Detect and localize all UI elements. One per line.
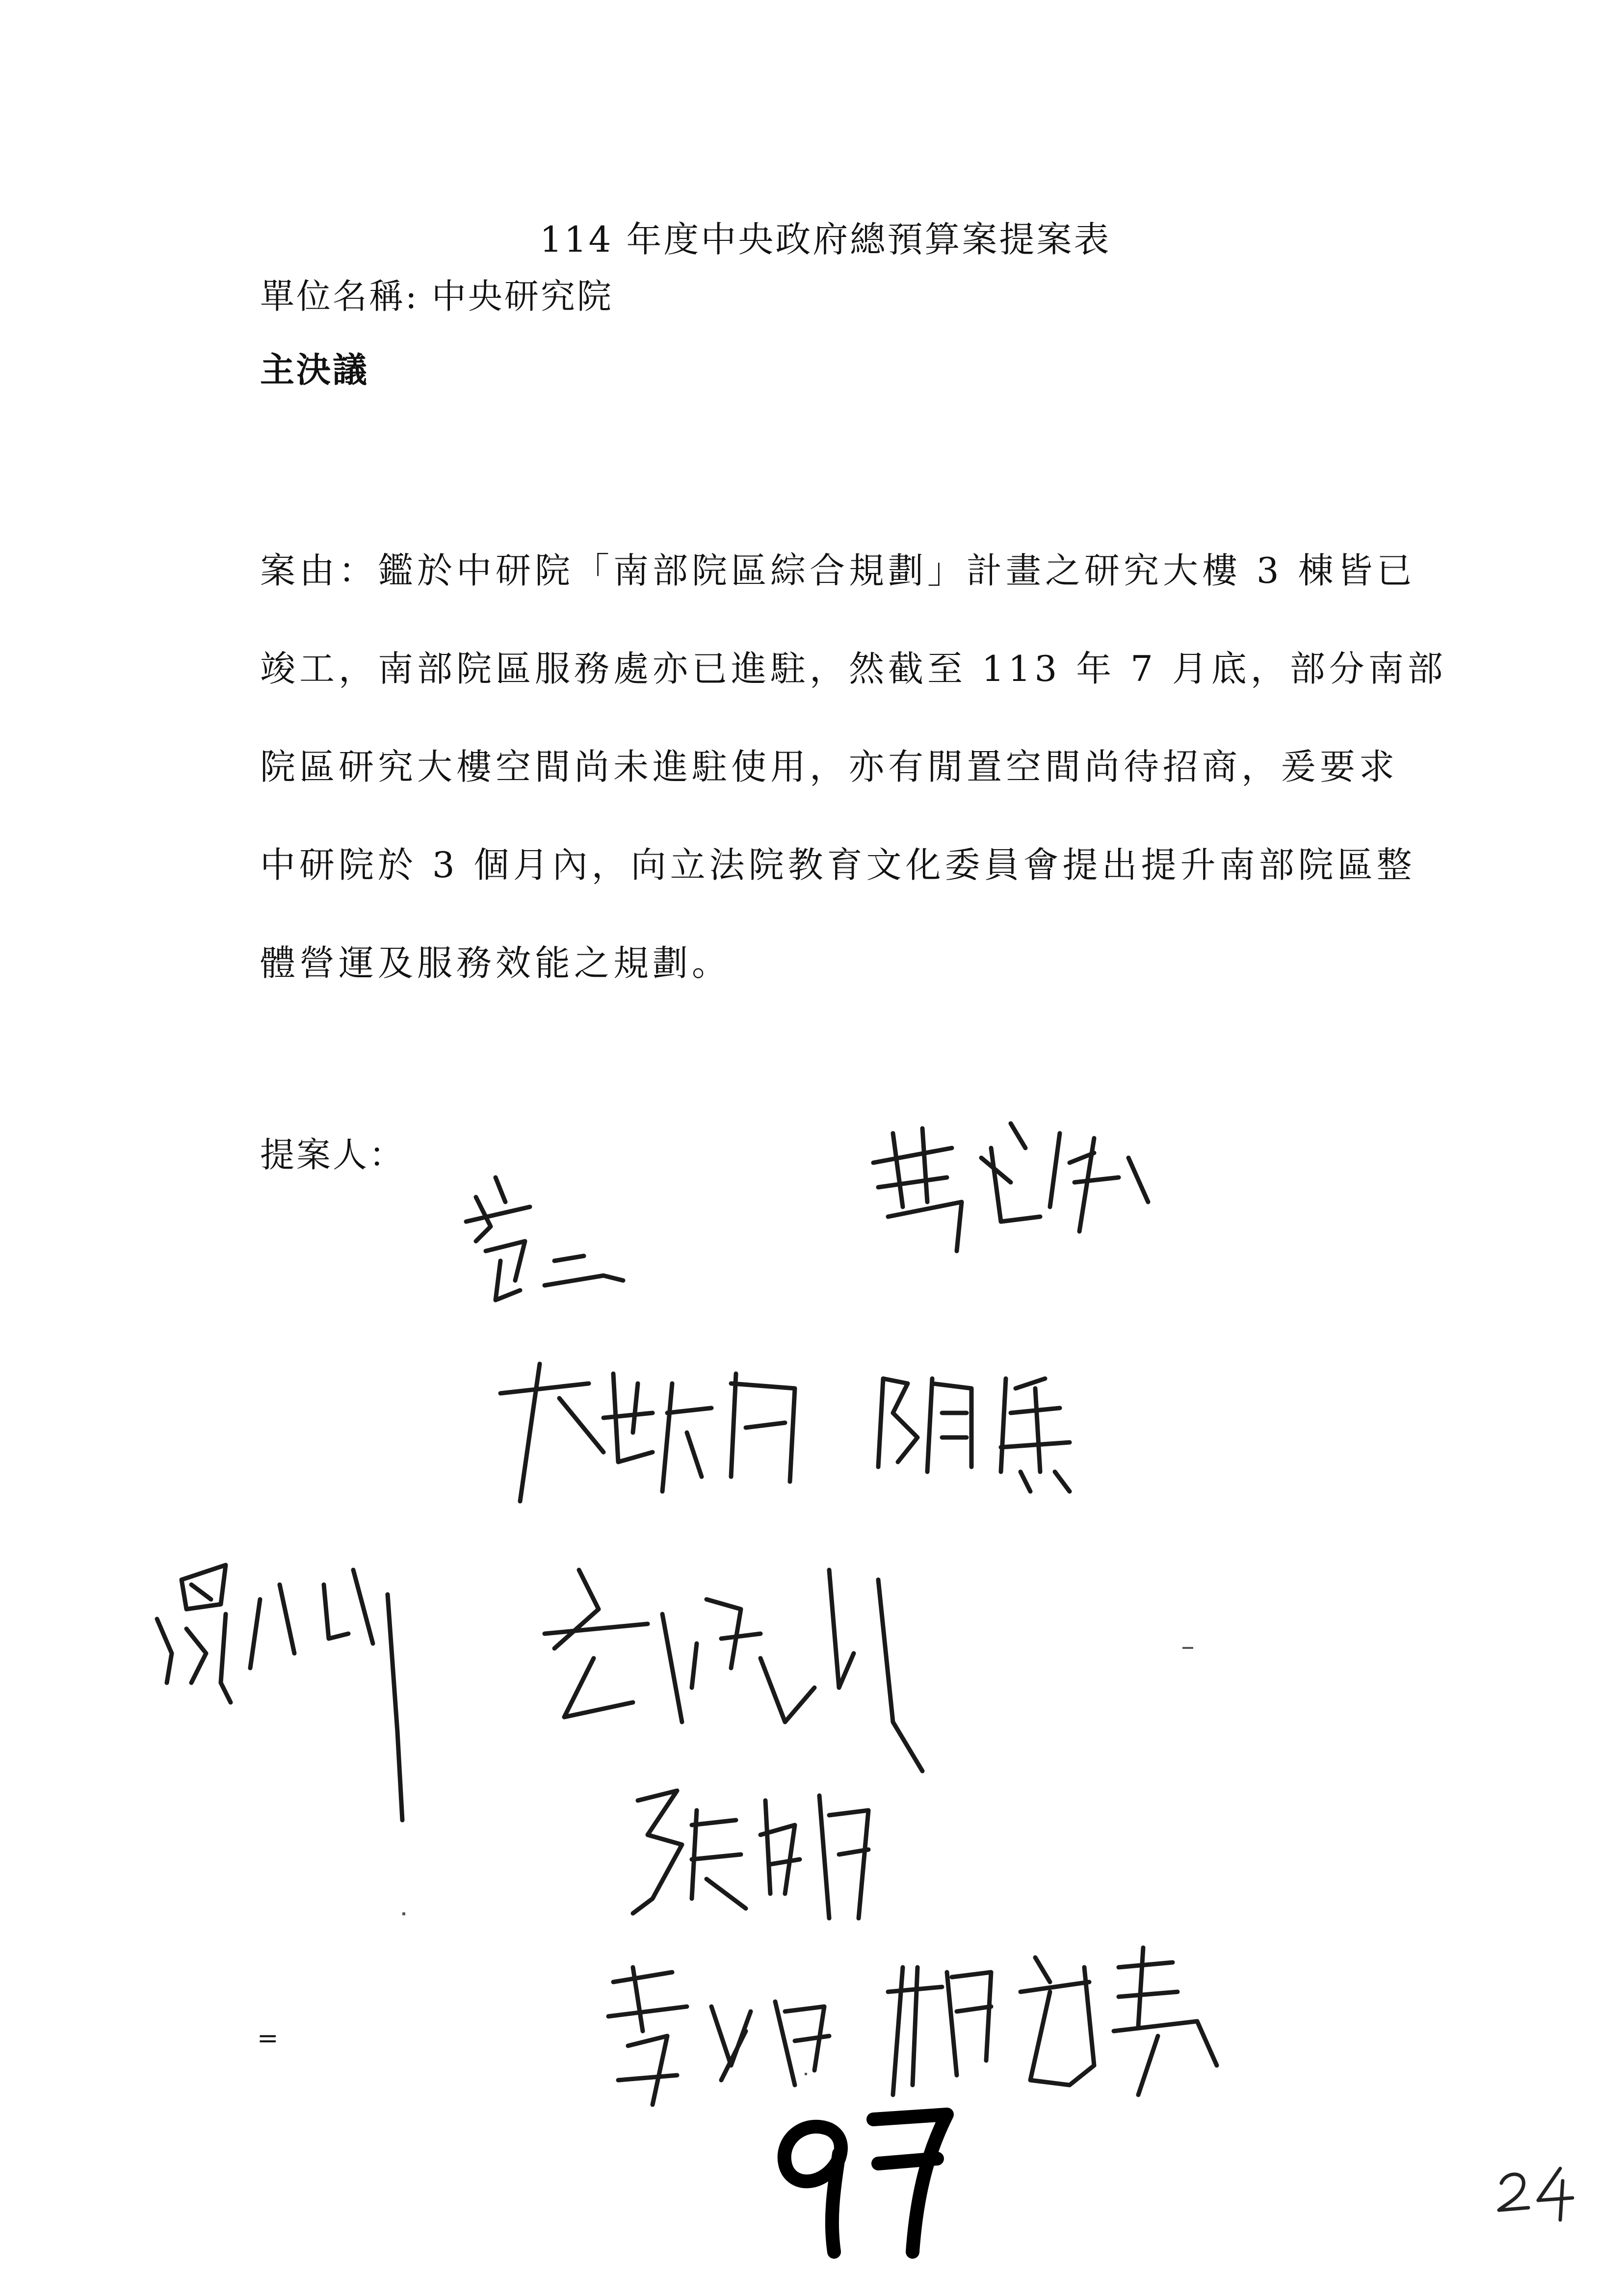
scan-speck <box>402 1912 405 1915</box>
stray-mark: = <box>257 2024 279 2053</box>
body-line-3: 院區研究大樓空間尚未進駐使用，亦有閒置空間尚待招商，爰要求 <box>260 746 1399 787</box>
body-line-2: 竣工，南部院區服務處亦已進駐，然截至 113 年 7 月底，部分南部 <box>260 648 1447 689</box>
proposer-label: 提案人： <box>260 1135 405 1175</box>
handwritten-signature-4 <box>873 1359 1128 1496</box>
handwritten-page-number <box>760 2095 967 2262</box>
handwritten-signature-9 <box>883 1938 1227 2114</box>
handwritten-signature-5 <box>147 1555 422 1830</box>
scan-speck <box>1182 1647 1193 1649</box>
handwritten-signature-6 <box>535 1560 957 1786</box>
handwritten-signature-2 <box>864 1104 1158 1266</box>
scan-speck <box>805 2073 807 2075</box>
section-heading: 主決議 <box>260 349 369 390</box>
handwritten-signature-7 <box>623 1771 888 1933</box>
handwritten-sheet-number <box>1492 2164 1580 2222</box>
unit-name: 單位名稱: 中央研究院 <box>260 276 613 316</box>
handwritten-signature-3 <box>491 1354 844 1516</box>
body-line-1: 案由：鑑於中研院「南部院區綜合規劃」計畫之研究大樓 3 棟皆已 <box>260 550 1416 591</box>
page-title: 114 年度中央政府總預算案提案表 <box>540 219 1111 260</box>
body-line-5: 體營運及服務效能之規劃。 <box>260 942 732 984</box>
body-line-4: 中研院於 3 個月內，向立法院教育文化委員會提出提升南部院區整 <box>260 844 1416 886</box>
handwritten-signature-1 <box>456 1168 643 1315</box>
